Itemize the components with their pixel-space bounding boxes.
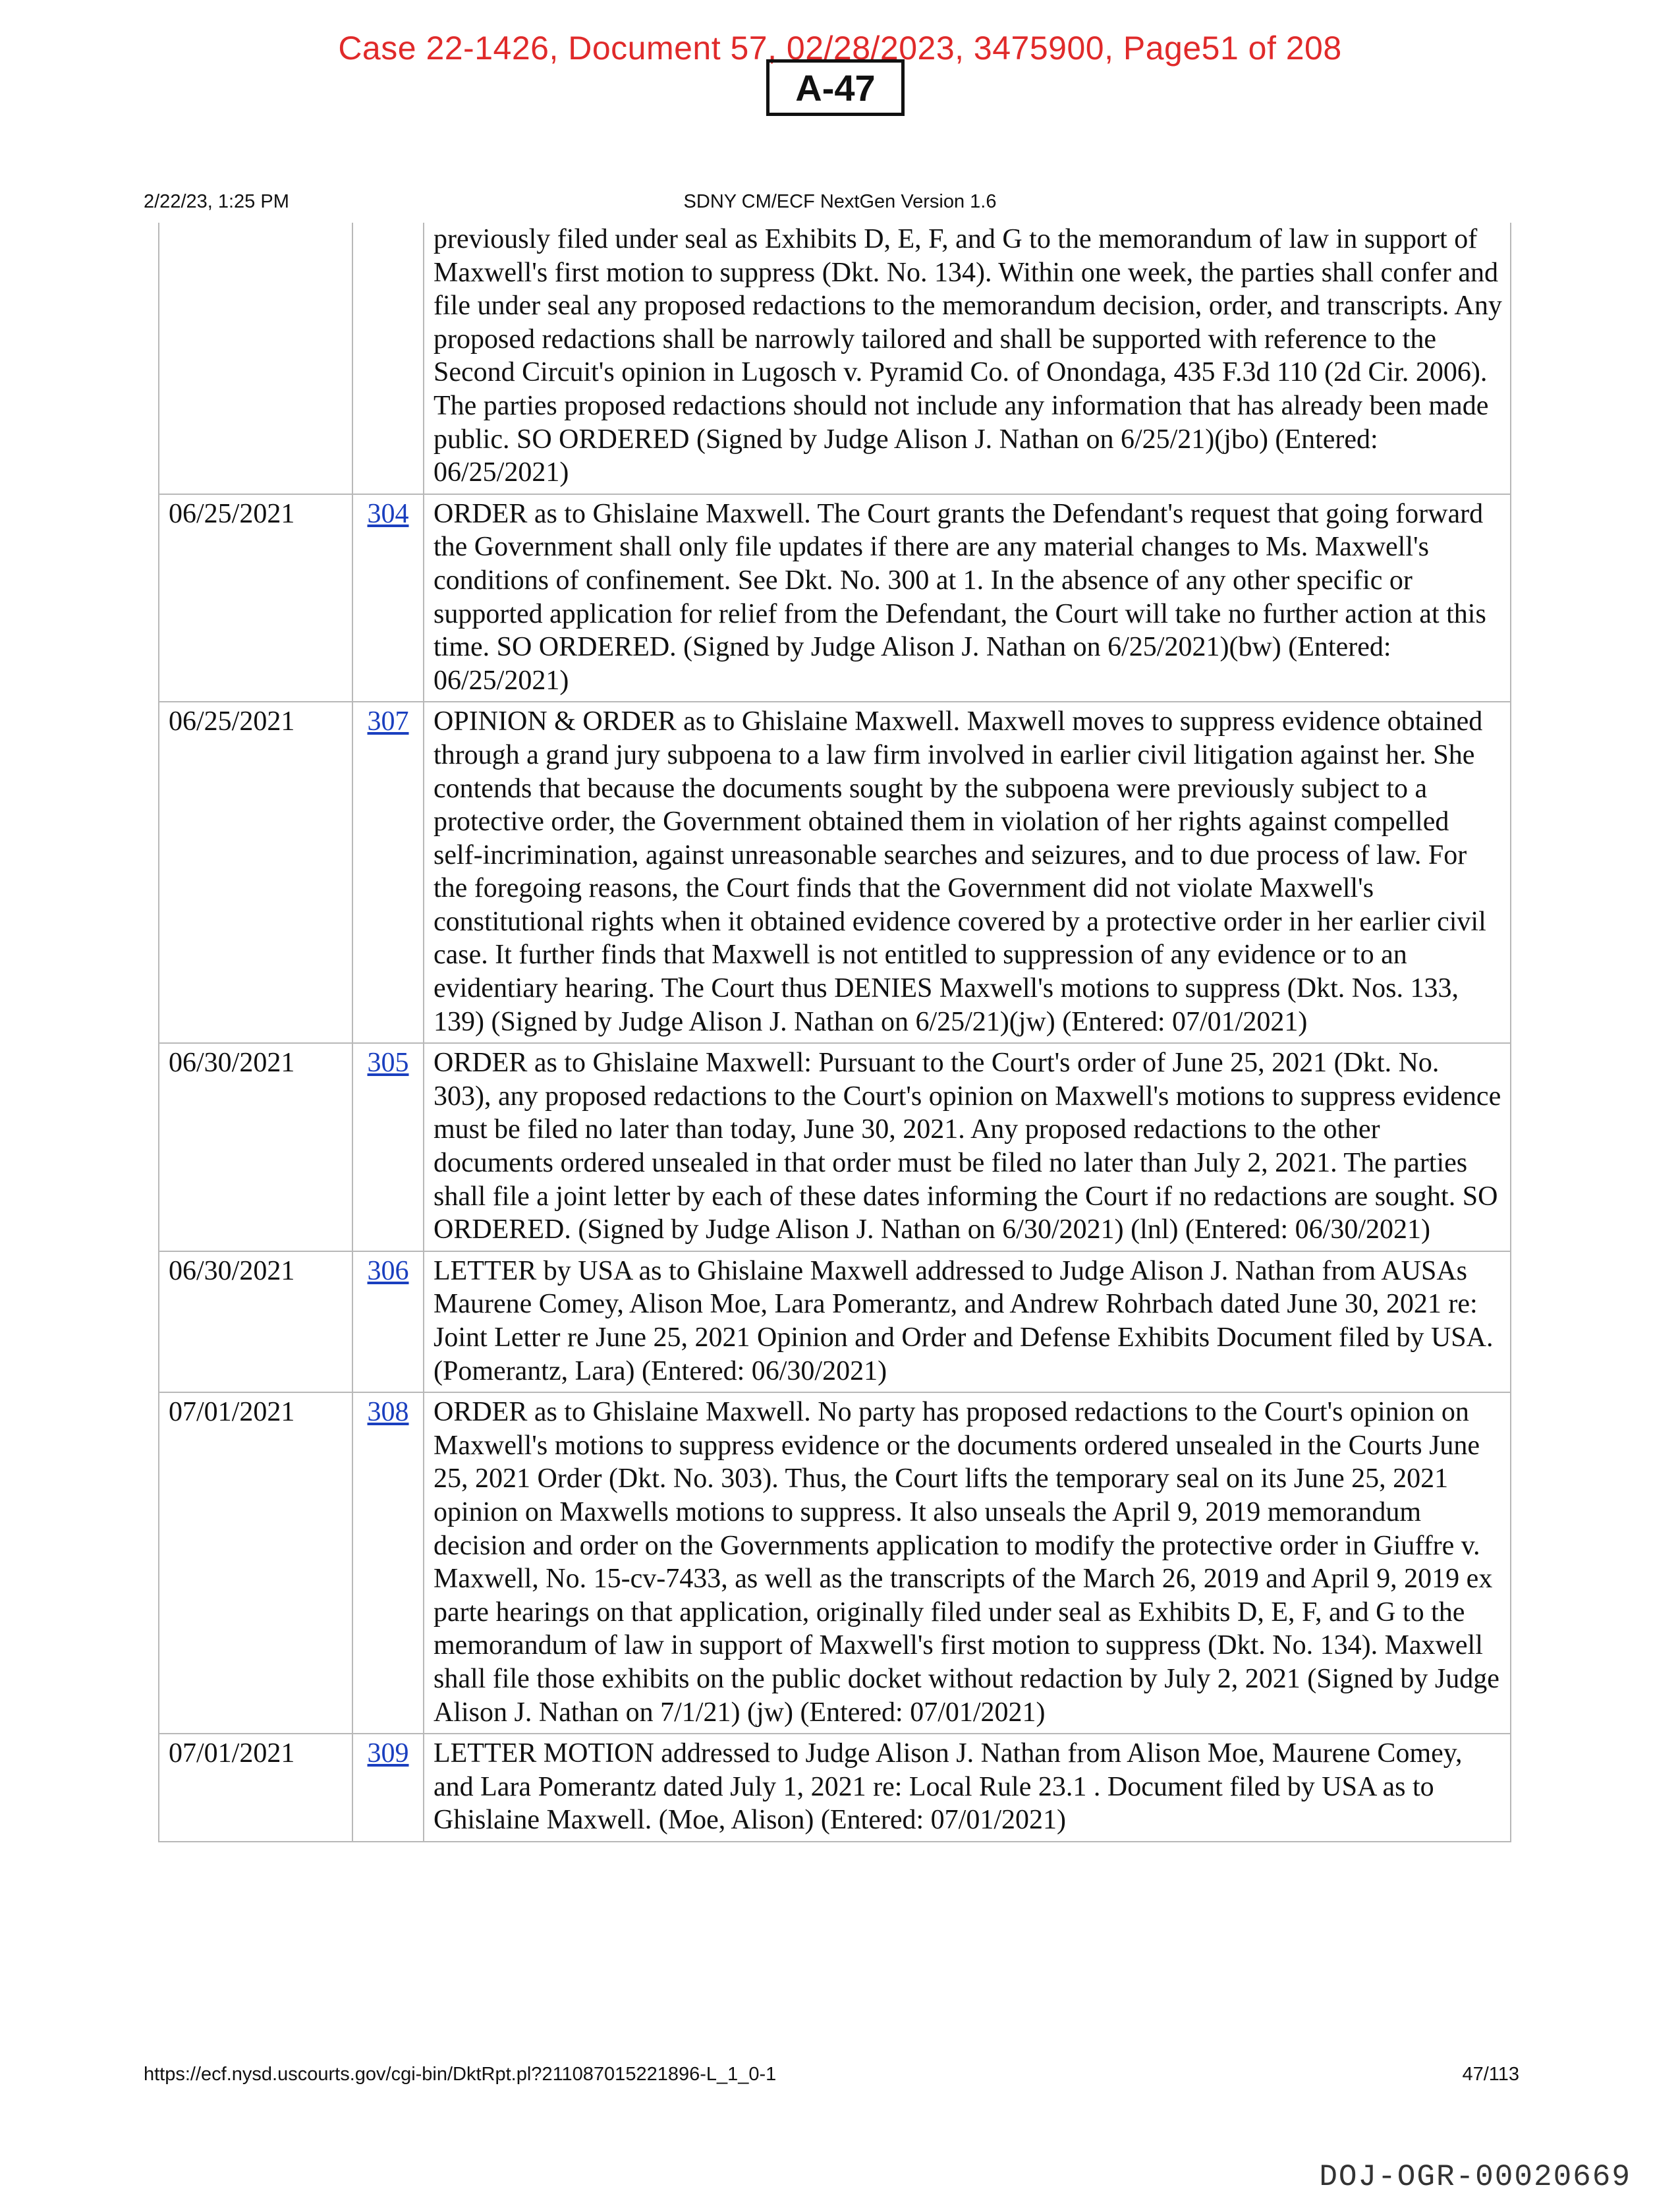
case-header-stamp: Case 22-1426, Document 57, 02/28/2023, 3475900, Page51 of 208	[338, 30, 1342, 67]
print-title: SDNY CM/ECF NextGen Version 1.6	[683, 191, 997, 212]
docket-link-308[interactable]: 308	[367, 1397, 409, 1428]
docket-link-305[interactable]: 305	[367, 1048, 409, 1079]
entry-date: 07/01/2021	[159, 1734, 352, 1842]
entry-date: 06/25/2021	[159, 702, 352, 1043]
entry-number-cell	[352, 1392, 424, 1734]
entry-text: LETTER by USA as to Ghislaine Maxwell addressed to Judge Alison J. Nathan from AUSAs Maurene Comey, Alison Moe, Lara Pomerantz, and Andrew Rohrbach dated June 30, 2021 re: Joint Letter re June 25, 2021 Opinion and Order and Defense Exhibits Document filed by USA. (Pomerantz, Lara) (Entered: 06/30/2021)	[424, 1251, 1511, 1392]
entry-text: ORDER as to Ghislaine Maxwell. No party has proposed redactions to the Court's opinion on Maxwell's motions to suppress evidence or the documents ordered unsealed in the Courts June 25, 2021 Order (Dkt. No. 303). Thus, the Court lifts the temporary seal on its June 25, 2021 opinion on Maxwells motions to suppress. It also unseals the April 9, 2019 memorandum decision and order on the Governments application to modify the protective order in Giuffre v. Maxwell, No. 15-cv-7433, as well as the transcripts of the March 26, 2019 and April 9, 2019 ex parte hearings on that application, originally filed under seal as Exhibits D, E, F, and G to the memorandum of law in support of Maxwell's first motion to suppress (Dkt. No. 134). Maxwell shall file those exhibits on the public docket without redaction by July 2, 2021 (Signed by Judge Alison J. Nathan on 7/1/21) (jw) (Entered: 07/01/2021)	[424, 1392, 1511, 1734]
docket-link-307[interactable]: 307	[367, 706, 409, 737]
exhibit-label: A-47	[766, 59, 905, 116]
table-row	[159, 223, 1511, 494]
entry-number-cell	[352, 702, 424, 1043]
entry-date: 07/01/2021	[159, 1392, 352, 1734]
docket-link-304[interactable]: 304	[367, 498, 409, 529]
footer-page-number: 47/113	[1462, 2064, 1519, 2085]
bates-number: DOJ-OGR-00020669	[1319, 2160, 1631, 2194]
entry-date: 06/25/2021	[159, 494, 352, 702]
entry-text: LETTER MOTION addressed to Judge Alison J. Nathan from Alison Moe, Maurene Comey, and Lara Pomerantz dated July 1, 2021 re: Local Rule 23.1 . Document filed by USA as to Ghislaine Maxwell. (Moe, Alison) (Entered: 07/01/2021)	[424, 1734, 1511, 1842]
table-row	[159, 1251, 1511, 1392]
entry-date: 06/30/2021	[159, 1043, 352, 1251]
entry-text: ORDER as to Ghislaine Maxwell. The Court grants the Defendant's request that going forward the Government shall only file updates if there are any material changes to Ms. Maxwell's conditions of confinement. See Dkt. No. 300 at 1. In the absence of any other specific or supported application for relief from the Defendant, the Court will take no further action at this time. SO ORDERED. (Signed by Judge Alison J. Nathan on 6/25/2021)(bw) (Entered: 06/25/2021)	[424, 494, 1511, 702]
entry-number-cell	[352, 1734, 424, 1842]
entry-number-cell	[352, 1043, 424, 1251]
table-row	[159, 1392, 1511, 1734]
docket-link-306[interactable]: 306	[367, 1255, 409, 1286]
docket-link-309[interactable]: 309	[367, 1738, 409, 1769]
table-row	[159, 494, 1511, 702]
footer-url: https://ecf.nysd.uscourts.gov/cgi-bin/DktRpt.pl?211087015221896-L_1_0-1	[144, 2064, 777, 2085]
date-cell	[159, 223, 352, 494]
entry-number-cell	[352, 494, 424, 702]
entry-text: ORDER as to Ghislaine Maxwell: Pursuant to the Court's order of June 25, 2021 (Dkt. No. 303), any proposed redactions to the Court's opinion on Maxwell's motions to suppress evidence must be filed no later than today, June 30, 2021. Any proposed redactions to the other documents ordered unsealed in that order must be filed no later than July 2, 2021. The parties shall file a joint letter by each of these dates informing the Court if no redactions are sought. SO ORDERED. (Signed by Judge Alison J. Nathan on 6/30/2021) (lnl) (Entered: 06/30/2021)	[424, 1043, 1511, 1251]
print-datetime: 2/22/23, 1:25 PM	[144, 191, 289, 212]
entry-number-cell	[352, 1251, 424, 1392]
entry-text: previously filed under seal as Exhibits D, E, F, and G to the memorandum of law in support of Maxwell's first motion to suppress (Dkt. No. 134). Within one week, the parties shall confer and file under seal any proposed redactions to the memorandum decision, order, and transcripts. Any proposed redactions shall be narrowly tailored and shall be supported with reference to the Second Circuit's opinion in Lugosch v. Pyramid Co. of Onondaga, 435 F.3d 110 (2d Cir. 2006). The parties proposed redactions should not include any information that has already been made public. SO ORDERED (Signed by Judge Alison J. Nathan on 6/25/21)(jbo) (Entered: 06/25/2021)	[424, 223, 1511, 494]
number-cell	[352, 223, 424, 494]
entry-text: OPINION & ORDER as to Ghislaine Maxwell. Maxwell moves to suppress evidence obtained through a grand jury subpoena to a law firm involved in earlier civil litigation against her. She contends that because the documents sought by the subpoena were previously subject to a protective order, the Government obtained them in violation of her rights against compelled self-incrimination, against unreasonable searches and seizures, and to due process of law. For the foregoing reasons, the Court finds that the Government did not violate Maxwell's constitutional rights when it obtained evidence covered by a protective order in her earlier civil case. It further finds that Maxwell is not entitled to suppression of any evidence or to an evidentiary hearing. The Court thus DENIES Maxwell's motions to suppress (Dkt. Nos. 133, 139) (Signed by Judge Alison J. Nathan on 6/25/21)(jw) (Entered: 07/01/2021)	[424, 702, 1511, 1043]
table-row	[159, 702, 1511, 1043]
table-row	[159, 1734, 1511, 1842]
docket-table	[158, 223, 1511, 1842]
table-row	[159, 1043, 1511, 1251]
entry-date: 06/30/2021	[159, 1251, 352, 1392]
